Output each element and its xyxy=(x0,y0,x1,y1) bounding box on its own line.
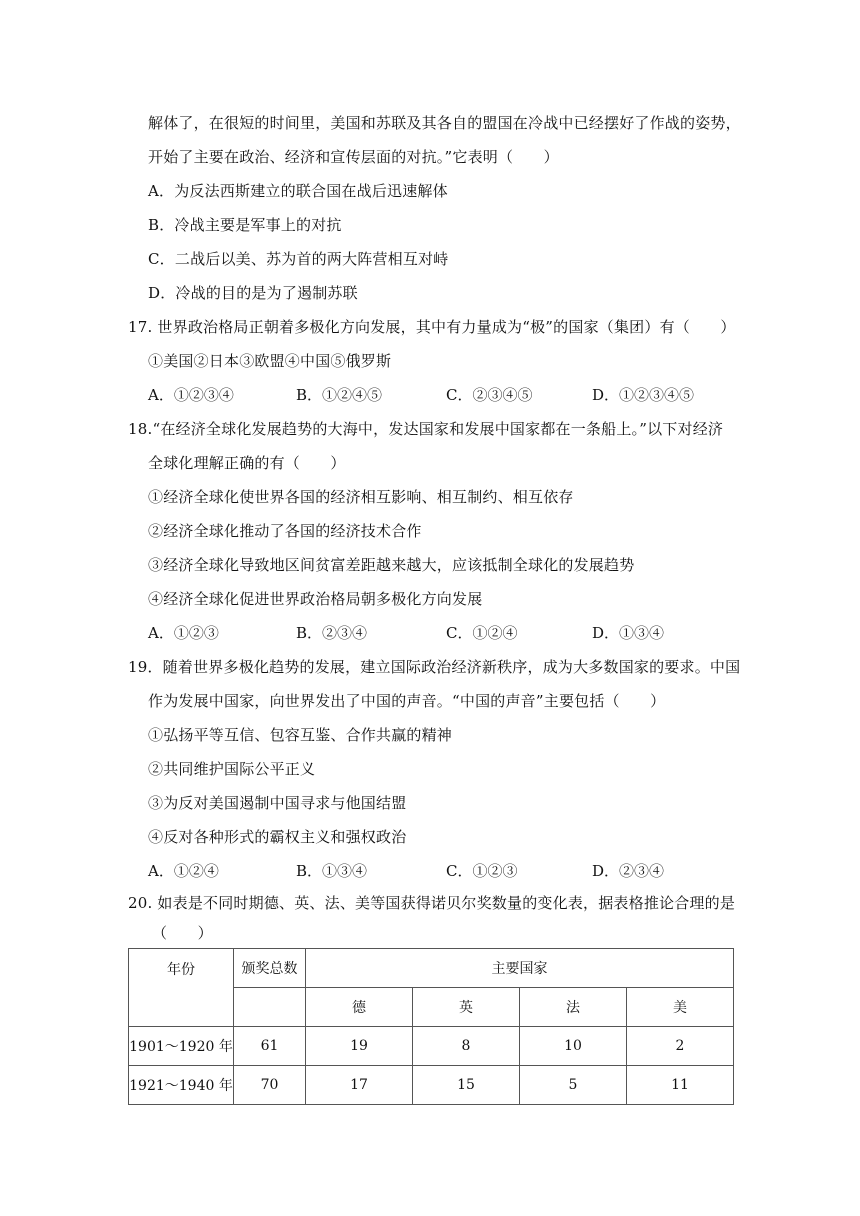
q17-option-c[interactable]: C．②③④⑤ xyxy=(446,386,533,404)
q18-stem-line-1: 18.“在经济全球化发展趋势的大海中，发达国家和发展中国家都在一条船上。”以下对经济 xyxy=(128,420,724,438)
q17-option-d[interactable]: D．①②③④⑤ xyxy=(592,386,695,404)
q19-option-c[interactable]: C．①②③ xyxy=(446,862,518,880)
q19-option-b[interactable]: B．①③④ xyxy=(296,862,368,880)
q16-stem-line-2: 开始了主要在政治、经济和宣传层面的对抗。”它表明（ ） xyxy=(148,148,559,166)
q18-item-4: ④经济全球化促进世界政治格局朝多极化方向发展 xyxy=(148,590,483,608)
q16-stem-line-1: 解体了，在很短的时间里，美国和苏联及其各自的盟国在冷战中已经摆好了作战的姿势， xyxy=(148,114,741,132)
q19-option-d[interactable]: D．②③④ xyxy=(592,862,665,880)
header-year: 年份 xyxy=(129,949,234,1027)
q18-stem-line-2: 全球化理解正确的有（ ） xyxy=(148,454,346,472)
header-total: 颁奖总数 xyxy=(234,949,306,988)
q16-option-d[interactable]: D．冷战的目的是为了遏制苏联 xyxy=(148,284,358,302)
table-row xyxy=(129,1066,734,1105)
header-total-empty xyxy=(234,988,306,1027)
nobel-prize-table xyxy=(128,948,734,1105)
total-cell: 70 xyxy=(234,1066,306,1105)
q17-option-a[interactable]: A．①②③④ xyxy=(148,386,234,404)
period-cell: 1921～1940 年 xyxy=(129,1066,234,1105)
q16-option-a[interactable]: A．为反法西斯建立的联合国在战后迅速解体 xyxy=(148,182,448,200)
q19-item-1: ①弘扬平等互信、包容互鉴、合作共赢的精神 xyxy=(148,726,453,744)
q17-option-b[interactable]: B．①②④⑤ xyxy=(296,386,383,404)
q18-option-c[interactable]: C．①②④ xyxy=(446,624,518,642)
header-country: 英 xyxy=(413,988,520,1027)
q19-options xyxy=(148,860,748,882)
q18-options xyxy=(148,622,748,644)
header-country: 法 xyxy=(520,988,627,1027)
value-cell: 8 xyxy=(413,1027,520,1066)
header-main-countries: 主要国家 xyxy=(306,949,734,988)
q19-item-4: ④反对各种形式的霸权主义和强权政治 xyxy=(148,828,407,846)
q19-stem-line-1: 19．随着世界多极化趋势的发展，建立国际政治经济新秩序，成为大多数国家的要求。中国 xyxy=(128,658,741,676)
q20-stem-line-2: （ ） xyxy=(152,924,213,942)
q16-option-b[interactable]: B．冷战主要是军事上的对抗 xyxy=(148,216,342,234)
q17-stem: 17. 世界政治格局正朝着多极化方向发展，其中有力量成为“极”的国家（集团）有（ ） xyxy=(128,318,736,336)
value-cell: 5 xyxy=(520,1066,627,1105)
header-country: 美 xyxy=(627,988,734,1027)
q18-option-a[interactable]: A．①②③ xyxy=(148,624,219,642)
q18-item-1: ①经济全球化使世界各国的经济相互影响、相互制约、相互依存 xyxy=(148,488,574,506)
q18-item-2: ②经济全球化推动了各国的经济技术合作 xyxy=(148,522,422,540)
q17-items: ①美国②日本③欧盟④中国⑤俄罗斯 xyxy=(148,352,392,370)
q19-stem-line-2: 作为发展中国家，向世界发出了中国的声音。“中国的声音”主要包括（ ） xyxy=(148,692,666,710)
header-country: 德 xyxy=(306,988,413,1027)
value-cell: 10 xyxy=(520,1027,627,1066)
q18-option-b[interactable]: B．②③④ xyxy=(296,624,368,642)
q20-stem-line-1: 20. 如表是不同时期德、英、法、美等国获得诺贝尔奖数量的变化表，据表格推论合理的是 xyxy=(128,894,736,912)
q18-option-d[interactable]: D．①③④ xyxy=(592,624,665,642)
total-cell: 61 xyxy=(234,1027,306,1066)
value-cell: 2 xyxy=(627,1027,734,1066)
value-cell: 19 xyxy=(306,1027,413,1066)
value-cell: 11 xyxy=(627,1066,734,1105)
q16-option-c[interactable]: C．二战后以美、苏为首的两大阵营相互对峙 xyxy=(148,250,449,268)
value-cell: 17 xyxy=(306,1066,413,1105)
value-cell: 15 xyxy=(413,1066,520,1105)
q19-option-a[interactable]: A．①②④ xyxy=(148,862,219,880)
table-row xyxy=(129,1027,734,1066)
q18-item-3: ③经济全球化导致地区间贫富差距越来越大，应该抵制全球化的发展趋势 xyxy=(148,556,635,574)
period-cell: 1901～1920 年 xyxy=(129,1027,234,1066)
q17-options xyxy=(148,384,748,406)
table-header-row xyxy=(129,949,734,988)
q19-item-3: ③为反对美国遏制中国寻求与他国结盟 xyxy=(148,794,407,812)
q19-item-2: ②共同维护国际公平正义 xyxy=(148,760,316,778)
